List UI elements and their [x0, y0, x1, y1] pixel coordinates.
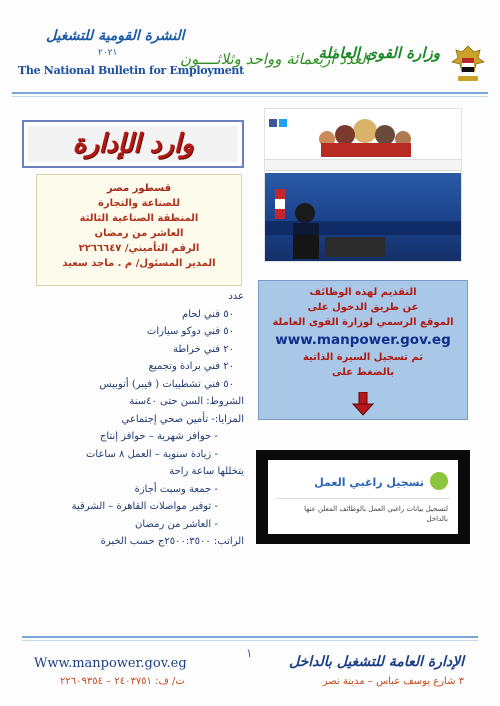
- job-detail-line: ٥٠ فني دوكو سيارات: [146, 326, 234, 337]
- bulletin-title-arabic: النشرة القومية للتشغيل: [46, 28, 185, 44]
- job-detail-line: ٢٠ فني برادة وتجميع: [148, 361, 234, 372]
- website-nav-bar: [265, 159, 462, 171]
- website-hero-image: [265, 173, 462, 262]
- footer-divider: [22, 636, 478, 638]
- sector-banner: [22, 120, 244, 168]
- employer-box: [36, 174, 242, 286]
- ministry-website-link[interactable]: www.manpower.gov.eg: [275, 332, 451, 348]
- footer-phone: ت/ ف: ٢٤٠٣٧٥١ – ٢٢٦٠٩٣٥٤: [60, 676, 185, 687]
- header-divider: [12, 92, 488, 94]
- down-arrow-icon: [352, 392, 374, 416]
- job-seeker-registration-card[interactable]: [256, 450, 470, 544]
- page-number: ١: [246, 646, 253, 660]
- job-detail-line: - زيادة سنوية – العمل ٨ ساعات: [86, 448, 218, 460]
- job-detail-line: يتخللها ساعة راحة: [169, 466, 244, 477]
- job-detail-line: ٢٠ فني خراطة: [172, 343, 234, 355]
- bulletin-title-english: The National Bulletin for Employment: [18, 64, 244, 77]
- ministry-name: وزارة القوى العاملة: [318, 44, 440, 62]
- website-screenshot-image: [264, 108, 462, 262]
- job-detail-line: الراتب: ٢٥٠٠:٣٥٠٠ج حسب الخبرة: [100, 536, 244, 547]
- job-detail-line: - توفير مواصلات القاهرة – الشرقية: [71, 501, 218, 512]
- user-add-icon: [430, 472, 448, 490]
- employer-zone: المنطقة الصناعية الثالثة: [79, 213, 199, 224]
- apply-line-5: بالضغط على: [332, 367, 394, 378]
- employer-name: قسطور مصر: [106, 183, 172, 194]
- job-details-list: [36, 288, 244, 551]
- footer-address: ٣ شارع يوسف عباس – مدينة نصر: [322, 676, 464, 687]
- page-header: [10, 18, 490, 86]
- issue-number: العدد أربعمائة وواحد وثلاثــــون: [180, 50, 370, 68]
- apply-line-4: ثم تسجيل السيرة الذاتية: [302, 352, 424, 363]
- sector-title: وارد الإدارة: [72, 129, 194, 159]
- bulletin-year: ٢٠٢١: [98, 48, 118, 58]
- job-detail-line: ٥٠ فني لحام: [182, 308, 234, 320]
- employer-sector: للصناعة والتجارة: [97, 198, 180, 209]
- registration-title[interactable]: تسجيل راغبي العمل: [314, 476, 424, 489]
- registration-description: لتسجيل بيانات راغبي العمل بالوظائف المعلن عنها بالداخل: [304, 505, 448, 523]
- employer-manager: المدير المسئول/ م . ماجد سعيد: [62, 258, 216, 269]
- official-photo-icon: [265, 173, 462, 262]
- registration-divider: [276, 498, 450, 499]
- employer-city: العاشر من رمضان: [94, 228, 184, 239]
- people-banner-icon: [265, 109, 462, 157]
- website-news-ticker: [265, 221, 462, 235]
- apply-line-2: عن طريق الدخول على: [307, 302, 419, 313]
- job-detail-line: الشروط: السن حتى ٤٠سنة: [129, 396, 244, 407]
- apply-line-3: الموقع الرسمي لوزارة القوى العاملة: [272, 317, 454, 328]
- apply-line-1: التقديم لهذه الوظائف: [309, 287, 417, 298]
- sector-banner-inner: [28, 126, 238, 162]
- footer-department: الإدارة العامة للتشغيل بالداخل: [288, 654, 464, 670]
- registration-card-inner: [268, 460, 458, 534]
- website-banner-area: [265, 109, 462, 157]
- job-detail-line: - جمعة وسبت أجازة: [134, 483, 218, 495]
- employer-insurance-number: الرقم التأميني/ ٢٢٦٦٦٤٧: [78, 243, 200, 254]
- footer-website-link[interactable]: Www.manpower.gov.eg: [34, 656, 187, 671]
- job-detail-line: المزايا:- تأمين صحي إجتماعي: [121, 413, 244, 425]
- eagle-emblem-icon: [450, 42, 486, 84]
- job-detail-line: - حوافز شهرية – حوافز إنتاج: [99, 431, 218, 442]
- job-detail-line: عدد: [228, 291, 244, 302]
- footer-divider-thin: [22, 640, 478, 641]
- job-detail-line: ٥٠ فني تشطيبات ( فيبر) أتوبيس: [99, 378, 234, 390]
- job-detail-line: - العاشر من رمضان: [135, 518, 218, 530]
- header-divider-thin: [12, 96, 488, 97]
